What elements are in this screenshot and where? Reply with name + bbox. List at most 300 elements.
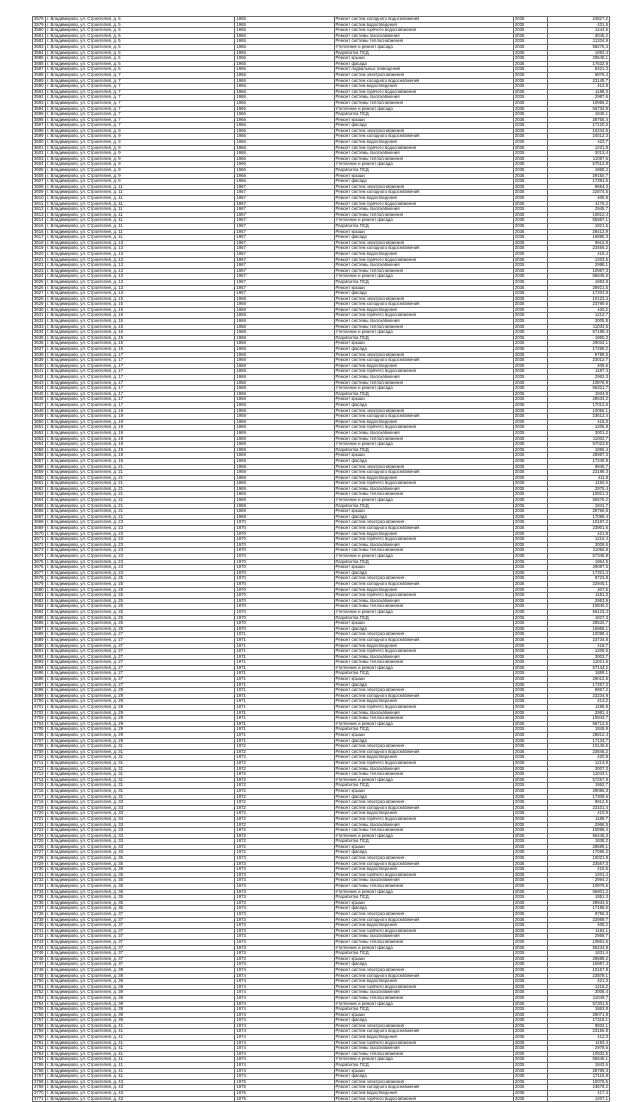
cell-year: 1967 <box>235 257 334 263</box>
address-prefix: г. Владимирово, ул. <box>47 777 87 782</box>
cell-year: 1974 <box>235 1040 334 1046</box>
cell-id: 3678 <box>34 575 44 581</box>
cell-id: 3644 <box>34 385 44 391</box>
address-street: Строителей, д. 33 <box>87 833 124 838</box>
address-prefix: г. Владимирово, ул. <box>47 363 87 368</box>
cell-year: 1968 <box>235 313 334 319</box>
address-prefix: г. Владимирово, ул. <box>47 782 87 788</box>
cell-year: 1973 <box>235 962 334 968</box>
cell-year: 1967 <box>235 285 334 291</box>
cell-id: 3653 <box>34 436 44 441</box>
address-prefix: г. Владимирово, ул. <box>47 408 87 413</box>
address-prefix: г. Владимирово, ул. <box>47 217 87 223</box>
address-prefix: г. Владимирово, ул. <box>47 519 87 525</box>
address-prefix: г. Владимирово, ул. <box>47 201 87 206</box>
address-street: Строителей, д. 7 <box>87 100 121 105</box>
cell-plan-year: 2035 <box>513 39 547 45</box>
cell-id: 3588 <box>34 72 44 77</box>
cell-work-type: Ремонт систем электроснабжения <box>334 967 513 973</box>
cell-amount: 56734,9 <box>547 106 609 112</box>
address-street: Строителей, д. 27 <box>87 637 124 642</box>
cell-work-type: Ремонт системы газоснабжения <box>334 151 513 157</box>
address-street: Строителей, д. 5 <box>87 16 121 21</box>
cell-plan-year: 2035 <box>513 33 547 39</box>
cell-id: 3746 <box>34 956 44 961</box>
cell-work-type: Разработка ПСД <box>334 559 513 565</box>
cell-work-type: Ремонт системы газоснабжения <box>334 263 513 269</box>
cell-id: 3695 <box>34 670 44 676</box>
cell-work-type: Утепление и ремонт фасада <box>334 721 513 727</box>
cell-id: 3673 <box>34 547 44 553</box>
address-street: Строителей, д. 7 <box>87 72 121 77</box>
address-street: Строителей, д. 19 <box>87 430 124 435</box>
cell-id: 3613 <box>34 212 44 217</box>
cell-year: 1973 <box>235 934 334 940</box>
cell-amount: 10234,6 <box>547 128 609 134</box>
address-street: Строителей, д. 13 <box>87 273 124 279</box>
address-prefix: г. Владимирово, ул. <box>47 458 87 463</box>
cell-plan-year: 2035 <box>513 168 547 174</box>
cell-year: 1970 <box>235 537 334 543</box>
cell-year: 1971 <box>235 660 334 666</box>
address-street: Строителей, д. 31 <box>87 777 124 782</box>
address-street: Строителей, д. 37 <box>87 950 124 956</box>
cell-id: 3601 <box>34 145 44 150</box>
cell-id: 3731 <box>34 872 44 877</box>
cell-year: 1967 <box>235 291 334 297</box>
address-prefix: г. Владимирово, ул. <box>47 687 87 693</box>
address-prefix: г. Владимирово, ул. <box>47 1028 87 1034</box>
address-street: Строителей, д. 11 <box>87 223 123 228</box>
address-prefix: г. Владимирово, ул. <box>47 587 87 592</box>
cell-work-type: Разработка ПСД <box>334 1063 513 1069</box>
cell-year: 1966 <box>235 84 334 90</box>
address-prefix: г. Владимирово, ул. <box>47 1084 87 1090</box>
cell-work-type: Ремонт систем горячего водоснабжения <box>334 201 513 207</box>
address-prefix: г. Владимирово, ул. <box>47 995 87 1000</box>
cell-amount: 16956,1 <box>547 626 609 632</box>
address-prefix: г. Владимирово, ул. <box>47 452 87 458</box>
address-street: Строителей, д. 23 <box>87 525 124 531</box>
cell-plan-year: 2035 <box>513 576 547 582</box>
cell-id: 3645 <box>34 391 44 396</box>
address-prefix: г. Владимирово, ул. <box>47 900 87 905</box>
cell-amount: 56901,2 <box>547 889 609 895</box>
cell-work-type: Ремонт системы газоснабжения <box>334 375 513 381</box>
cell-work-type: Ремонт систем горячего водоснабжения <box>334 537 513 543</box>
cell-year: 1973 <box>235 945 334 951</box>
cell-year: 1966 <box>235 117 334 123</box>
cell-id: 3668 <box>34 519 44 525</box>
address-street: Строителей, д. 41 <box>87 1023 124 1028</box>
cell-amount: 28598,2 <box>547 956 609 962</box>
address-street: Строителей, д. 5 <box>87 22 121 27</box>
cell-plan-year: 2035 <box>513 1001 547 1007</box>
cell-id: 3727 <box>34 849 44 855</box>
cell-id: 3633 <box>34 324 44 329</box>
address-prefix: г. Владимирово, ул. <box>47 833 87 838</box>
address-prefix: г. Владимирово, ул. <box>47 849 87 855</box>
cell-amount: 1192,6 <box>547 481 609 487</box>
cell-year: 1973 <box>235 917 334 923</box>
cell-id: 3622 <box>34 262 44 268</box>
cell-year: 1971 <box>235 693 334 699</box>
cell-id: 3625 <box>34 279 44 284</box>
cell-plan-year: 2035 <box>513 50 547 56</box>
cell-year: 1972 <box>235 772 334 778</box>
cell-id: 3621 <box>34 257 44 262</box>
address-prefix: г. Владимирово, ул. <box>47 738 87 743</box>
cell-id: 3690 <box>34 643 44 648</box>
cell-year: 1970 <box>235 615 334 621</box>
address-prefix: г. Владимирово, ул. <box>47 732 87 737</box>
cell-amount: 11021,6 <box>547 660 609 666</box>
address-prefix: г. Владимирово, ул. <box>47 726 87 732</box>
cell-year: 1973 <box>235 928 334 934</box>
cell-work-type: Разработка ПСД <box>334 839 513 845</box>
cell-year: 1967 <box>235 279 334 285</box>
cell-plan-year: 2035 <box>513 302 547 308</box>
cell-work-type: Ремонт систем водоотведения <box>334 923 513 929</box>
address-prefix: г. Владимирово, ул. <box>47 816 87 821</box>
address-prefix: г. Владимирово, ул. <box>47 704 87 710</box>
cell-id: 3626 <box>34 285 44 290</box>
address-prefix: г. Владимирово, ул. <box>47 139 87 145</box>
cell-work-type: Ремонт систем электроснабжения <box>334 296 513 302</box>
cell-plan-year: 2035 <box>513 805 547 811</box>
cell-amount: 1221,9 <box>547 145 609 151</box>
address-prefix: г. Владимирово, ул. <box>47 536 87 542</box>
cell-amount: 57345,9 <box>547 554 609 560</box>
cell-year: 1969 <box>235 414 334 420</box>
cell-work-type: Ремонт систем водоотведения <box>334 475 513 481</box>
cell-work-type: Ремонт системы теплоснабжения <box>334 492 513 498</box>
cell-amount: 1860,3 <box>547 335 609 341</box>
address-street: Строителей, д. 41 <box>87 1034 124 1040</box>
cell-year: 1972 <box>235 744 334 750</box>
cell-work-type: Ремонт фасада <box>334 1018 513 1024</box>
address-street: Строителей, д. 31 <box>87 749 124 754</box>
cell-plan-year: 2035 <box>513 251 547 257</box>
cell-id: 3709 <box>34 749 44 754</box>
cell-year: 1974 <box>235 1051 334 1057</box>
address-street: Строителей, д. 35 <box>87 877 124 883</box>
cell-plan-year: 2035 <box>513 1051 547 1057</box>
cell-amount: 2953,9 <box>547 598 609 604</box>
cell-amount: 2962,3 <box>547 375 609 381</box>
cell-plan-year: 2035 <box>513 212 547 218</box>
cell-plan-year: 2035 <box>513 179 547 185</box>
cell-work-type: Утепление и ремонт фасада <box>334 274 513 280</box>
address-street: Строителей, д. 23 <box>87 542 124 547</box>
cell-amount: 9812,5 <box>547 800 609 806</box>
address-street: Строителей, д. 25 <box>87 581 124 586</box>
address-prefix: г. Владимирово, ул. <box>47 117 87 122</box>
address-prefix: г. Владимирово, ул. <box>47 1012 87 1017</box>
address-prefix: г. Владимирово, ул. <box>47 698 87 704</box>
cell-year: 1972 <box>235 844 334 850</box>
cell-year: 1968 <box>235 380 334 386</box>
address-prefix: г. Владимирово, ул. <box>47 788 87 793</box>
cell-year: 1967 <box>235 274 334 280</box>
address-prefix: г. Владимирово, ул. <box>47 581 87 586</box>
cell-amount: 10145,6 <box>547 744 609 750</box>
cell-plan-year: 2035 <box>513 414 547 420</box>
cell-plan-year: 2035 <box>513 419 547 425</box>
cell-work-type: Ремонт систем электроснабжения <box>334 352 513 358</box>
cell-plan-year: 2035 <box>513 162 547 168</box>
cell-amount: 57267,8 <box>547 777 609 783</box>
cell-amount: 1843,6 <box>547 1063 609 1069</box>
address-street: Строителей, д. 23 <box>87 553 124 558</box>
cell-plan-year: 2035 <box>513 279 547 285</box>
cell-plan-year: 2035 <box>513 397 547 403</box>
cell-plan-year: 2035 <box>513 861 547 867</box>
address-prefix: г. Владимирово, ул. <box>47 44 87 49</box>
address-prefix: г. Владимирово, ул. <box>47 1079 87 1084</box>
address-street: Строителей, д. 31 <box>87 794 124 799</box>
cell-id: 3604 <box>34 161 44 167</box>
cell-year: 1972 <box>235 794 334 800</box>
cell-amount: 56234,8 <box>547 945 609 951</box>
cell-year: 1971 <box>235 727 334 733</box>
cell-work-type: Ремонт системы газоснабжения <box>334 766 513 772</box>
cell-plan-year: 2035 <box>513 1074 547 1080</box>
cell-id: 3619 <box>34 245 44 251</box>
cell-year: 1973 <box>235 912 334 918</box>
cell-work-type: Ремонт крыши <box>334 173 513 179</box>
cell-amount: 1244,5 <box>547 28 609 34</box>
cell-id: 3579 <box>34 22 44 27</box>
cell-plan-year: 2035 <box>513 184 547 190</box>
address-prefix: г. Владимирово, ул. <box>47 754 87 760</box>
address-street: Строителей, д. 9 <box>87 133 121 139</box>
cell-year: 1973 <box>235 900 334 906</box>
cell-id: 3707 <box>34 738 44 743</box>
address-prefix: г. Владимирово, ул. <box>47 257 87 262</box>
cell-id: 3730 <box>34 866 44 872</box>
cell-year: 1966 <box>235 162 334 168</box>
address-street: Строителей, д. 11 <box>87 217 123 223</box>
cell-work-type: Ремонт систем водоотведения <box>334 643 513 649</box>
cell-id: 3602 <box>34 150 44 156</box>
address-prefix: г. Владимирово, ул. <box>47 380 87 385</box>
cell-plan-year: 2035 <box>513 1057 547 1063</box>
cell-id: 3753 <box>34 995 44 1000</box>
cell-plan-year: 2035 <box>513 330 547 336</box>
cell-id: 3618 <box>34 240 44 245</box>
cell-id: 3712 <box>34 766 44 771</box>
cell-plan-year: 2035 <box>513 319 547 325</box>
address-prefix: г. Владимирово, ул. <box>47 111 87 117</box>
cell-work-type: Ремонт фасада <box>334 570 513 576</box>
table-body <box>33 17 610 1102</box>
cell-id: 3755 <box>34 1006 44 1012</box>
cell-year: 1965 <box>235 56 334 62</box>
cell-year: 1966 <box>235 100 334 106</box>
cell-year: 1968 <box>235 324 334 330</box>
cell-work-type: Ремонт фасада <box>334 962 513 968</box>
cell-amount: 17298,2 <box>547 347 609 353</box>
cell-work-type: Разработка ПСД <box>334 895 513 901</box>
address-street: Строителей, д. 11 <box>87 201 123 206</box>
address-street: Строителей, д. 37 <box>87 933 124 939</box>
cell-work-type: Ремонт системы теплоснабжения <box>334 39 513 45</box>
address-street: Строителей, д. 15 <box>87 324 124 329</box>
cell-work-type: Ремонт системы газоснабжения <box>334 542 513 548</box>
cell-year: 1967 <box>235 246 334 252</box>
address-prefix: г. Владимирово, ул. <box>47 100 87 105</box>
cell-id: 3650 <box>34 419 44 424</box>
cell-plan-year: 2035 <box>513 526 547 532</box>
address-prefix: г. Владимирово, ул. <box>47 223 87 228</box>
address-street: Строителей, д. 29 <box>87 738 124 743</box>
address-street: Строителей, д. 13 <box>87 240 124 245</box>
address-prefix: г. Владимирово, ул. <box>47 1096 87 1101</box>
cell-year: 1973 <box>235 906 334 912</box>
cell-plan-year: 2035 <box>513 223 547 229</box>
cell-amount: 10076,5 <box>547 1079 609 1085</box>
address-street: Строителей, д. 41 <box>87 1045 124 1051</box>
cell-amount: 17120,5 <box>547 123 609 129</box>
cell-year: 1968 <box>235 386 334 392</box>
cell-year: 1970 <box>235 621 334 627</box>
cell-amount: 17204,8 <box>547 291 609 297</box>
cell-work-type: Ремонт систем горячего водоснабжения <box>334 28 513 34</box>
cell-year: 1968 <box>235 352 334 358</box>
address-prefix: г. Владимирово, ул. <box>47 396 87 402</box>
address-street: Строителей, д. 23 <box>87 536 124 542</box>
cell-work-type: Ремонт системы теплоснабжения <box>334 604 513 610</box>
cell-amount: 1193,4 <box>547 1040 609 1046</box>
cell-work-type: Ремонт фасада <box>334 61 513 67</box>
address-prefix: г. Владимирово, ул. <box>47 312 87 318</box>
address-street: Строителей, д. 29 <box>87 687 124 693</box>
address-prefix: г. Владимирово, ул. <box>47 150 87 156</box>
cell-work-type: Ремонт систем горячего водоснабжения <box>334 705 513 711</box>
address-prefix: г. Владимирово, ул. <box>47 335 87 340</box>
address-street: Строителей, д. 41 <box>87 1068 124 1073</box>
cell-year: 1967 <box>235 223 334 229</box>
address-street: Строителей, д. 15 <box>87 340 124 346</box>
cell-plan-year: 2035 <box>513 705 547 711</box>
cell-plan-year: 2035 <box>513 335 547 341</box>
address-street: Строителей, д. 27 <box>87 654 124 659</box>
cell-work-type: Ремонт крыши <box>334 341 513 347</box>
cell-plan-year: 2035 <box>513 447 547 453</box>
cell-work-type: Ремонт систем холодного водоснабжения <box>334 246 513 252</box>
address-street: Строителей, д. 7 <box>87 83 121 89</box>
cell-amount: 10987,3 <box>547 268 609 274</box>
address-prefix: г. Владимирово, ул. <box>47 760 87 765</box>
address-prefix: г. Владимирово, ул. <box>47 385 87 391</box>
cell-id: 3578 <box>34 16 44 21</box>
cell-amount: 405,9 <box>547 196 609 202</box>
address-street: Строителей, д. 19 <box>87 436 124 441</box>
address-prefix: г. Владимирово, ул. <box>47 721 87 726</box>
cell-amount: 1868,2 <box>547 168 609 174</box>
cell-year: 1971 <box>235 721 334 727</box>
cell-work-type: Утепление и ремонт фасада <box>334 218 513 224</box>
cell-id: 3752 <box>34 989 44 995</box>
address-street: Строителей, д. 5 <box>87 44 121 49</box>
address-prefix: г. Владимирово, ул. <box>47 648 87 654</box>
cell-plan-year: 2035 <box>513 900 547 906</box>
cell-amount: 28765,4 <box>547 117 609 123</box>
address-street: Строителей, д. 21 <box>87 508 124 514</box>
cell-work-type: Разработка ПСД <box>334 335 513 341</box>
cell-year: 1971 <box>235 710 334 716</box>
cell-year: 1966 <box>235 173 334 179</box>
address-prefix: г. Владимирово, ул. <box>47 877 87 883</box>
address-prefix: г. Владимирово, ул. <box>47 72 87 77</box>
cell-plan-year: 2035 <box>513 716 547 722</box>
address-prefix: г. Владимирово, ул. <box>47 178 87 184</box>
address-prefix: г. Владимирово, ул. <box>47 989 87 995</box>
cell-year: 1973 <box>235 939 334 945</box>
cell-amount: 23156,8 <box>547 1029 609 1035</box>
address-prefix: г. Владимирово, ул. <box>47 469 87 475</box>
cell-year: 1969 <box>235 514 334 520</box>
address-street: Строителей, д. 25 <box>87 575 124 581</box>
cell-year: 1972 <box>235 816 334 822</box>
cell-work-type: Утепление и ремонт фасада <box>334 833 513 839</box>
cell-year: 1971 <box>235 643 334 649</box>
cell-amount: 10861,6 <box>547 939 609 945</box>
cell-amount: 11087,6 <box>547 156 609 162</box>
cell-year: 1973 <box>235 884 334 890</box>
address-street: Строителей, д. 39 <box>87 1006 124 1012</box>
cell-work-type: Утепление и ремонт фасада <box>334 44 513 50</box>
cell-plan-year: 2035 <box>513 307 547 313</box>
address-prefix: г. Владимирово, ул. <box>47 654 87 659</box>
address-street: Строителей, д. 37 <box>87 917 124 922</box>
address-street: Строителей, д. 17 <box>87 357 124 363</box>
cell-year: 1974 <box>235 1057 334 1063</box>
cell-amount: 3008,4 <box>547 990 609 996</box>
cell-id: 3607 <box>34 178 44 184</box>
address-street: Строителей, д. 17 <box>87 352 124 357</box>
cell-id: 3717 <box>34 794 44 799</box>
address-street: Строителей, д. 33 <box>87 827 124 833</box>
cell-plan-year: 2035 <box>513 794 547 800</box>
cell-year: 1973 <box>235 895 334 901</box>
address-prefix: г. Владимирово, ул. <box>47 133 87 139</box>
cell-plan-year: 2035 <box>513 693 547 699</box>
cell-year: 1969 <box>235 458 334 464</box>
address-prefix: г. Владимирово, ул. <box>47 262 87 268</box>
cell-amount: 1838,2 <box>547 839 609 845</box>
cell-id: 3722 <box>34 822 44 827</box>
address-street: Строителей, д. 43 <box>87 1096 124 1101</box>
cell-work-type: Ремонт систем водоотведения <box>334 307 513 313</box>
cell-year: 1968 <box>235 330 334 336</box>
cell-plan-year: 2035 <box>513 581 547 587</box>
cell-amount: 11034,5 <box>547 324 609 330</box>
cell-plan-year: 2035 <box>513 140 547 146</box>
cell-year: 1971 <box>235 671 334 677</box>
cell-amount: 1205,8 <box>547 425 609 431</box>
cell-work-type: Ремонт фасада <box>334 682 513 688</box>
cell-amount: 418,7 <box>547 643 609 649</box>
cell-id: 3596 <box>34 117 44 122</box>
cell-year: 1973 <box>235 867 334 873</box>
cell-id: 3674 <box>34 553 44 558</box>
cell-id: 3677 <box>34 570 44 575</box>
address-prefix: г. Владимирово, ул. <box>47 240 87 245</box>
cell-amount: 1853,9 <box>547 279 609 285</box>
cell-id: 3721 <box>34 816 44 821</box>
